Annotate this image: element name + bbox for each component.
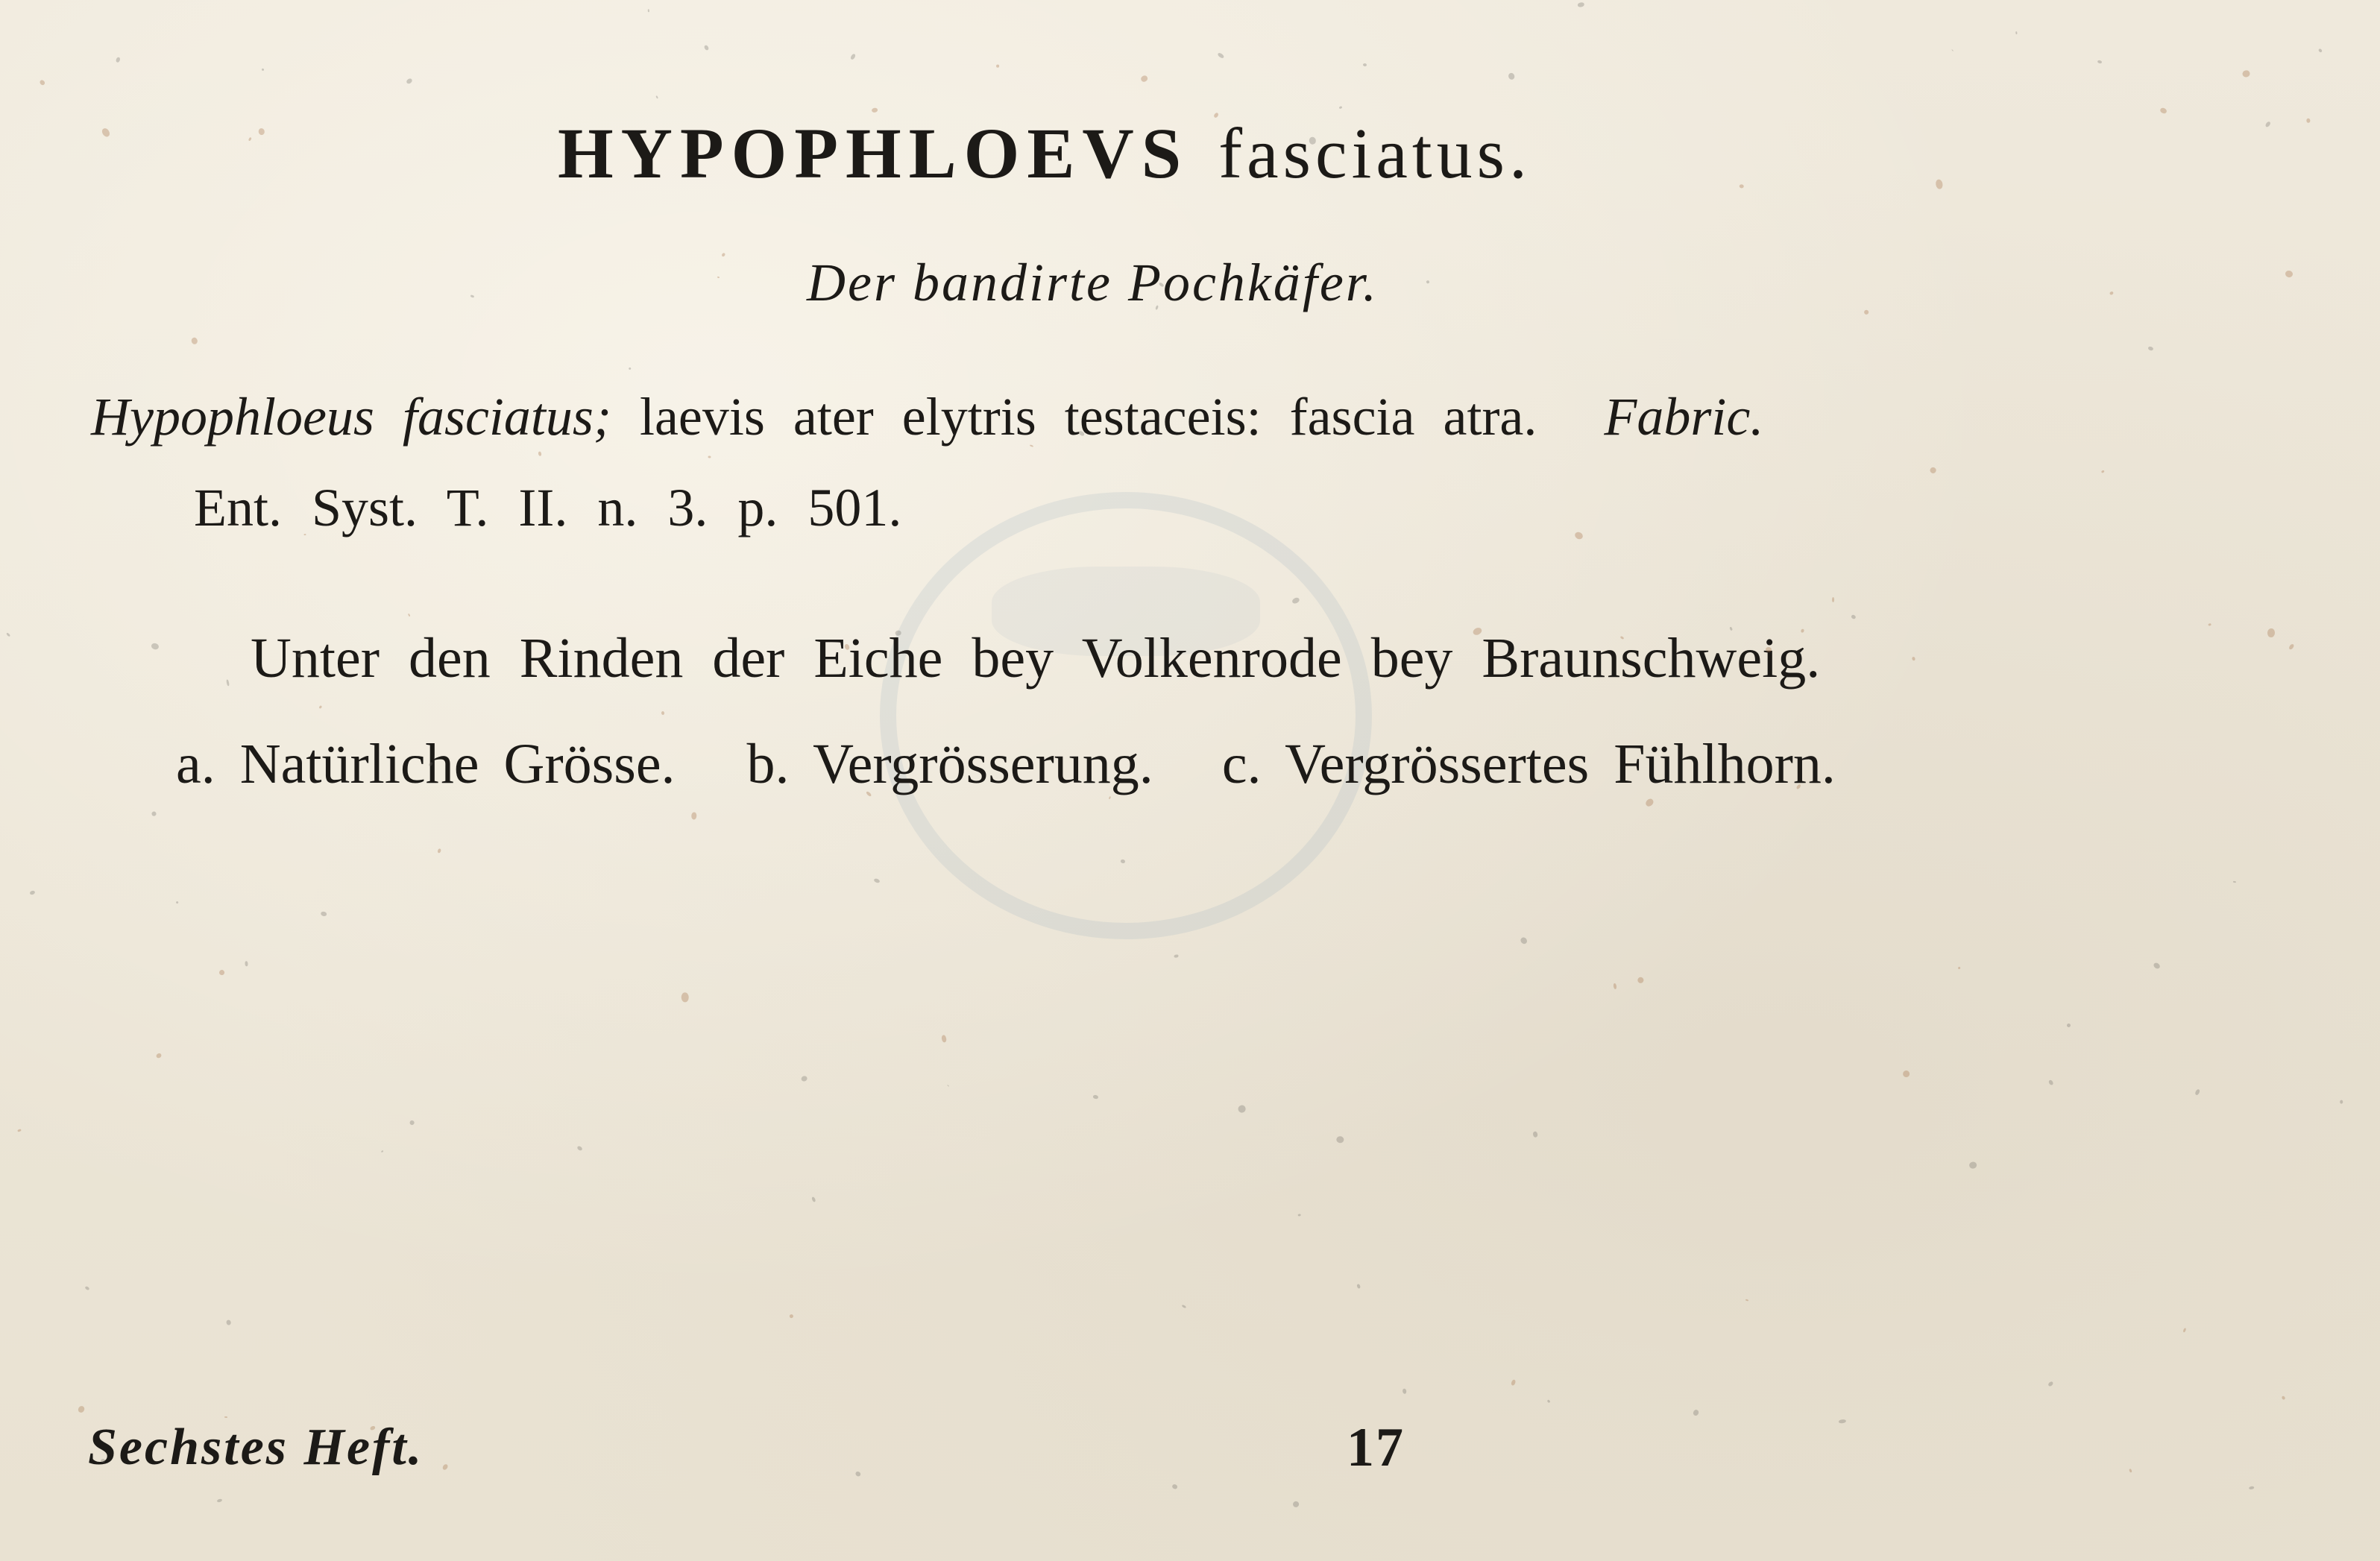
paper-fleck — [2267, 628, 2275, 638]
paper-fleck — [2153, 962, 2162, 970]
paper-fleck — [101, 127, 111, 138]
paper-fleck — [661, 711, 665, 716]
paper-fleck — [224, 1416, 227, 1418]
paper-fleck — [151, 811, 157, 816]
paper-fleck — [947, 1085, 949, 1087]
paper-fleck — [245, 961, 248, 967]
paper-fleck — [155, 1053, 163, 1059]
diagnosis-separator: ; — [593, 387, 611, 447]
paper-fleck — [2340, 1100, 2343, 1104]
diagnosis-species-name: Hypophloeus fasciatus — [91, 387, 594, 447]
paper-fleck — [2159, 107, 2168, 115]
common-name: Der bandirte Pochkäfer. — [807, 253, 1379, 312]
paper-fleck — [1520, 936, 1529, 945]
paper-fleck — [708, 455, 711, 458]
paper-fleck — [1969, 1161, 1977, 1169]
paper-fleck — [2233, 881, 2236, 883]
page-title — [558, 112, 1531, 195]
paper-fleck — [2097, 60, 2103, 64]
paper-fleck — [2306, 119, 2311, 123]
page-number: 17 — [1347, 1417, 1405, 1478]
paper-fleck — [2015, 31, 2018, 35]
paper-fleck — [408, 614, 410, 616]
paper-fleck — [850, 54, 856, 60]
paper-fleck — [1218, 52, 1225, 59]
paper-fleck — [1174, 954, 1179, 958]
paper-fleck — [191, 337, 198, 344]
paper-fleck — [1508, 72, 1516, 81]
paper-fleck — [1238, 1105, 1247, 1114]
paper-fleck — [655, 95, 658, 98]
paper-fleck — [1291, 1500, 1300, 1509]
diagnosis-description: laevis ater elytris testaceis: fascia atra. — [639, 387, 1537, 447]
paper-fleck — [1636, 976, 1645, 985]
paper-fleck — [1832, 597, 1834, 602]
paper-fleck — [1644, 798, 1655, 808]
paper-fleck — [2194, 1089, 2200, 1097]
paper-fleck — [691, 812, 696, 819]
paper-fleck — [248, 137, 252, 142]
paper-fleck — [2318, 48, 2323, 52]
paper-fleck — [1957, 966, 1960, 969]
paper-fleck — [1511, 1379, 1516, 1386]
paper-fleck — [2048, 1079, 2054, 1086]
paper-fleck — [1911, 656, 1915, 660]
paper-fleck — [2109, 291, 2114, 295]
paper-fleck — [258, 127, 265, 135]
paper-fleck — [1863, 309, 1869, 315]
paper-fleck — [2129, 1469, 2132, 1472]
paper-fleck — [1172, 1483, 1178, 1489]
paper-fleck — [538, 451, 542, 456]
paper-fleck — [2208, 623, 2211, 626]
paper-fleck — [1182, 1305, 1186, 1308]
paper-fleck — [1935, 179, 1943, 189]
paper-fleck — [262, 69, 264, 72]
paper-fleck — [2183, 1328, 2187, 1333]
paper-fleck — [441, 1463, 449, 1471]
figure-explanation — [176, 732, 1836, 797]
paper-fleck — [2100, 470, 2104, 473]
paper-fleck — [576, 1145, 583, 1151]
paper-fleck — [18, 1129, 22, 1132]
paper-fleck — [1574, 531, 1584, 540]
title-genus: HYPOPHLOEVS — [558, 113, 1189, 193]
paper-fleck — [218, 969, 226, 977]
paper-fleck — [1613, 983, 1616, 990]
paper-fleck — [226, 1319, 232, 1325]
paper-fleck — [1951, 49, 1954, 51]
diagnosis-author: Fabric. — [1604, 387, 1764, 447]
paper-fleck — [77, 1405, 86, 1414]
paper-fleck — [648, 9, 649, 12]
paper-fleck — [1297, 1214, 1301, 1217]
figure-c-caption: c. Vergrössertes Fühlhorn. — [1221, 733, 1836, 795]
paper-fleck — [1903, 1070, 1910, 1078]
paper-fleck — [1546, 1399, 1550, 1403]
paper-fleck — [175, 901, 178, 904]
paper-fleck — [84, 1286, 89, 1291]
paper-fleck — [2147, 346, 2153, 351]
paper-fleck — [629, 368, 632, 370]
paper-fleck — [996, 65, 999, 69]
paper-fleck — [1402, 1388, 1407, 1394]
paper-fleck — [2066, 1023, 2071, 1028]
diagnosis-reference: Ent. Syst. T. II. n. 3. p. 501. — [194, 478, 902, 537]
figure-a-caption: a. Natürliche Grösse. — [176, 733, 676, 795]
paper-fleck — [704, 45, 710, 51]
paper-fleck — [801, 1075, 808, 1082]
paper-fleck — [1739, 184, 1744, 189]
paper-fleck — [811, 1196, 816, 1202]
paper-fleck — [2285, 270, 2293, 278]
paper-fleck — [941, 1035, 947, 1043]
paper-fleck — [1929, 466, 1937, 474]
paper-fleck — [217, 1498, 223, 1503]
paper-fleck — [470, 294, 475, 297]
figure-b-caption: b. Vergrösserung. — [746, 733, 1153, 795]
paper-fleck — [1426, 280, 1429, 284]
paper-fleck — [116, 57, 121, 63]
paper-fleck — [6, 632, 11, 637]
paper-fleck — [2047, 1381, 2053, 1387]
paper-fleck — [1339, 106, 1343, 109]
paper-fleck — [789, 1314, 793, 1318]
paper-fleck — [2288, 643, 2295, 651]
paper-fleck — [319, 705, 323, 709]
diagnosis-line-1 — [91, 386, 1763, 448]
paper-fleck — [2242, 69, 2250, 78]
paper-fleck — [681, 992, 689, 1003]
locality-text: Unter den Rinden der Eiche bey Volkenrode bey Braunschweig. — [251, 627, 1821, 690]
paper-fleck — [1356, 1284, 1361, 1289]
paper-fleck — [855, 1471, 862, 1478]
paper-fleck — [381, 1150, 384, 1152]
paper-fleck — [1693, 1409, 1699, 1416]
paper-fleck — [437, 848, 441, 854]
paper-fleck — [722, 253, 726, 257]
paper-fleck — [226, 679, 230, 686]
signature-mark: Sechstes Heft. — [88, 1419, 424, 1476]
paper-fleck — [2249, 1486, 2255, 1489]
paper-fleck — [1093, 1094, 1098, 1099]
paper-fleck — [1532, 1131, 1537, 1138]
paper-fleck — [39, 79, 45, 86]
paper-fleck — [1839, 1419, 1846, 1423]
paper-fleck — [1851, 614, 1856, 619]
paper-fleck — [320, 911, 327, 917]
paper-fleck — [1140, 75, 1148, 83]
paper-fleck — [406, 78, 413, 85]
paper-fleck — [29, 890, 35, 895]
paper-fleck — [1336, 1136, 1344, 1144]
paper-fleck — [1577, 1, 1584, 7]
paper-fleck — [873, 878, 881, 884]
paper-fleck — [409, 1120, 415, 1126]
paper-fleck — [717, 277, 720, 279]
paper-fleck — [1363, 63, 1367, 67]
title-species: fasciatus. — [1218, 113, 1531, 193]
paper-fleck — [1745, 1299, 1748, 1302]
faded-stamp — [880, 492, 1372, 939]
paper-fleck — [151, 643, 159, 650]
paper-fleck — [2264, 121, 2271, 127]
paper-fleck — [2281, 1396, 2285, 1400]
